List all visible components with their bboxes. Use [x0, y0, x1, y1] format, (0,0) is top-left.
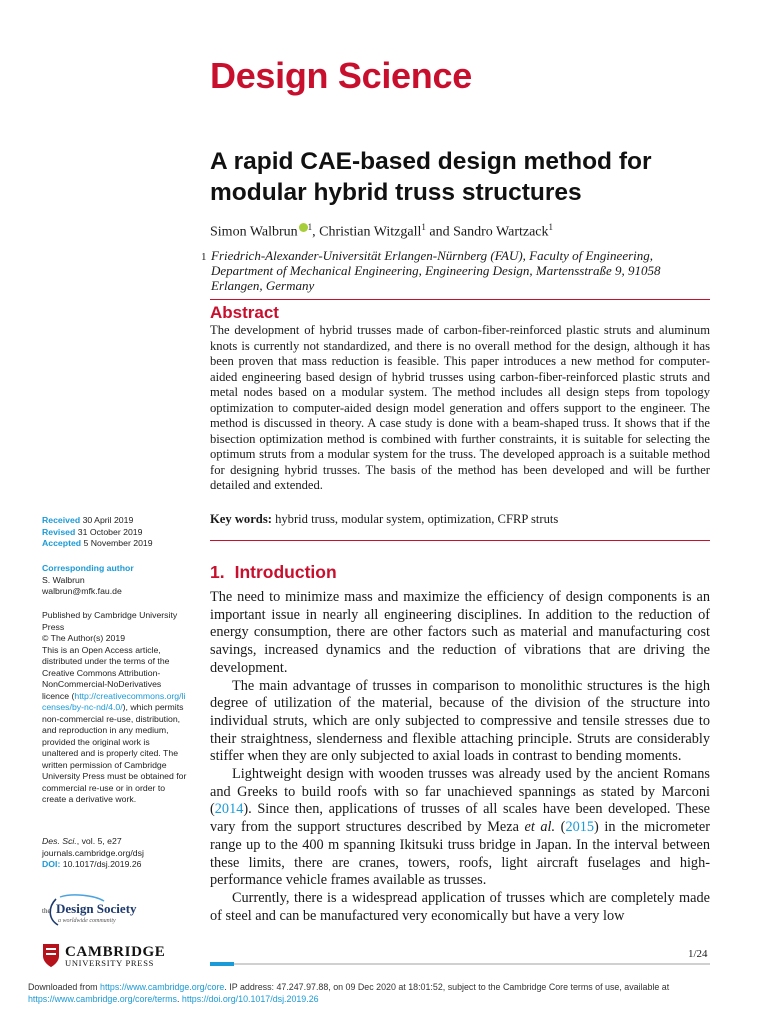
paragraph: Currently, there is a widespread application of trusses which are completely made of steel and can be manufactured very economically but have a very low — [210, 889, 710, 924]
paragraph: The main advantage of trusses in comparison to monolithic structures is the high degree of utilization of the material, because of the division of the structure into individual struts, which are only subjected to compressive and tensile stresses due to their straightness, slenderness and flexible attaching principle. Struts are considerably stiffer when they are only subjected to axial loads in contrast to bending moments. — [210, 677, 710, 765]
doi-value[interactable]: 10.1017/dsj.2019.26 — [60, 859, 142, 869]
dates-block — [42, 515, 192, 550]
license-link[interactable]: http://creativecommons.org/licenses/by-nc-nd/4.0/ — [42, 690, 186, 712]
author-name[interactable]: Christian Witzgall — [319, 224, 422, 240]
design-society-logo[interactable] — [42, 893, 202, 929]
author-sep: , — [312, 224, 320, 240]
keywords — [210, 512, 558, 527]
publisher-text: Published by Cambridge University Press — [42, 610, 178, 632]
paragraph: The need to minimize mass and maximize the efficiency of design components is an important issue in nearly all engineering disciplines. In addition to the reduction of energy consumption, there are other factors such as material and manufacturing cost savings, increased dynamics and the reduction of vibrations that are driving the development. — [210, 589, 710, 676]
accepted-date: 5 November 2019 — [81, 538, 153, 548]
paragraph-text: ( — [555, 819, 566, 836]
keywords-text: hybrid truss, modular system, optimization, CFRP struts — [271, 512, 559, 526]
cambridge-logo[interactable] — [42, 940, 202, 972]
footer-link[interactable]: https://www.cambridge.org/core/terms — [28, 994, 177, 1004]
divider — [210, 299, 710, 300]
section-heading — [210, 562, 347, 583]
affiliation: Friedrich-Alexander-Universität Erlangen-Nürnberg (FAU), Faculty of Engineering, Department of Mechanical Engineering, Engineering Design, Martensstraße 9, 91058 Erlangen, Germany — [211, 248, 661, 293]
journal-url[interactable]: journals.cambridge.org/dsj — [42, 847, 144, 858]
body-text — [210, 589, 710, 925]
corresponding-email[interactable]: walbrun@mfk.fau.de — [42, 586, 122, 596]
abstract-text: The development of hybrid trusses made of carbon-fiber-reinforced plastic struts and aluminum knots is currently not standardized, and there is no overall method for the design, although it has been proven that mass reduction is feasible. This paper introduces a new method for computer-aided engineering based design of hybrid trusses using carbon-fiber-reinforced plastic struts and metal nodes based on a modular system. The method includes all design steps from topology optimization to computer-aided design model generation and offers support to the engineer. The method is discussed in theory. A case study is done with a beam-shaped truss. It shows that if the bisection optimization method is combined with further constraints, it is suitable for selecting the optimum struts from a modular system for the truss. The developed approach is a suitable method for designing hybrid trusses. The basis of the method has been developed and will be further detailed and extended. — [210, 323, 710, 492]
affil-ref: 1 — [421, 222, 426, 232]
citation-link[interactable]: 2014 — [214, 801, 244, 818]
orcid-icon[interactable] — [299, 223, 308, 232]
paragraph-text: ). Since then, applications of trusses of all scales have been developed. These vary from the support structures described by Meza — [210, 801, 710, 836]
article-title: A rapid CAE-based design method for modular hybrid truss structures — [210, 148, 652, 206]
ds-name: Design Society — [56, 901, 137, 916]
abstract-heading: Abstract — [210, 303, 279, 322]
license-text: This is an Open Access article, distributed under the terms of the Creative Commons Attribution-NonCommercial-NoDerivatives licence (http://creativecommons.org/licenses/by-nc-nd/4.0/), which permits non-commercial re-use, distribution, and reproduction in any medium, provided the original work is unaltered and is properly cited. The written permission of Cambridge University Press must be obtained for commercial re-use or in order to create a derivative work. — [42, 644, 187, 804]
citation-block — [42, 836, 192, 871]
progress-fill — [210, 962, 234, 966]
paragraph-text: Lightweight design with wooden trusses was already used by the ancient Romans and Greeks to build roofs with so far unachieved spannings as stated by Marconi ( — [210, 766, 710, 818]
page-number: 1/24 — [688, 948, 708, 960]
ds-the: the — [42, 907, 51, 915]
shield-icon — [43, 944, 59, 967]
author-name[interactable]: Sandro Wartzack — [453, 224, 549, 240]
journal-name: Design Science — [210, 55, 472, 96]
affil-ref: 1 — [548, 222, 554, 232]
received-date: 30 April 2019 — [80, 515, 134, 525]
paragraph-text: et al. — [524, 819, 556, 836]
footer-link[interactable]: https://www.cambridge.org/core — [100, 982, 225, 992]
citation-link[interactable]: 2015 — [565, 819, 595, 836]
section-number: 1. — [210, 562, 225, 582]
doi-label: DOI: — [42, 859, 61, 869]
affil-ref: 1 — [307, 222, 313, 232]
corresponding-name: S. Walbrun — [42, 574, 85, 585]
revised-date: 31 October 2019 — [75, 526, 143, 537]
cup-sub: UNIVERSITY PRESS — [65, 958, 155, 968]
copyright-text: © The Author(s) 2019 — [42, 633, 126, 643]
divider — [210, 540, 710, 541]
author-list — [210, 222, 553, 241]
progress-track — [234, 963, 710, 965]
corresponding-label: Corresponding author — [42, 563, 134, 573]
cite-volume: , vol. 5, e27 — [76, 836, 122, 846]
cup-name: CAMBRIDGE — [65, 944, 166, 960]
license-block — [42, 610, 187, 806]
author-name[interactable]: Simon Walbrun — [210, 224, 298, 240]
paragraph — [210, 766, 710, 890]
page-progress-bar — [210, 962, 710, 966]
paragraph-text: ) in the micrometer range up to the 400 m spanning Ikitsuki truss bridge in Japan. In the interval between these limits, there are cranes, towers, roofs, light aircraft fuselages and high-performance vehicle frames available as trusses. — [210, 819, 710, 889]
accepted-label: Accepted — [42, 538, 82, 548]
download-footer: Downloaded from https://www.cambridge.org/core. IP address: 47.247.97.88, on 09 Dec 2020 at 18:01:52, subject to the Cambridge Core terms of use, available at https://www.cambridge.org/core/terms. https://doi.org/10.1017/dsj.2019.26 — [28, 982, 670, 1004]
corresponding-block — [42, 563, 192, 598]
received-label: Received — [42, 515, 81, 525]
ds-tagline: a worldwide community — [58, 918, 116, 924]
affiliation-number: 1 — [201, 251, 207, 263]
author-sep: and — [425, 224, 454, 240]
keywords-label: Key words: — [210, 512, 272, 526]
footer-link[interactable]: https://doi.org/10.1017/dsj.2019.26 — [181, 994, 319, 1004]
section-title: Introduction — [234, 562, 337, 582]
revised-label: Revised — [42, 526, 76, 537]
cite-journal: Des. Sci. — [42, 836, 77, 846]
